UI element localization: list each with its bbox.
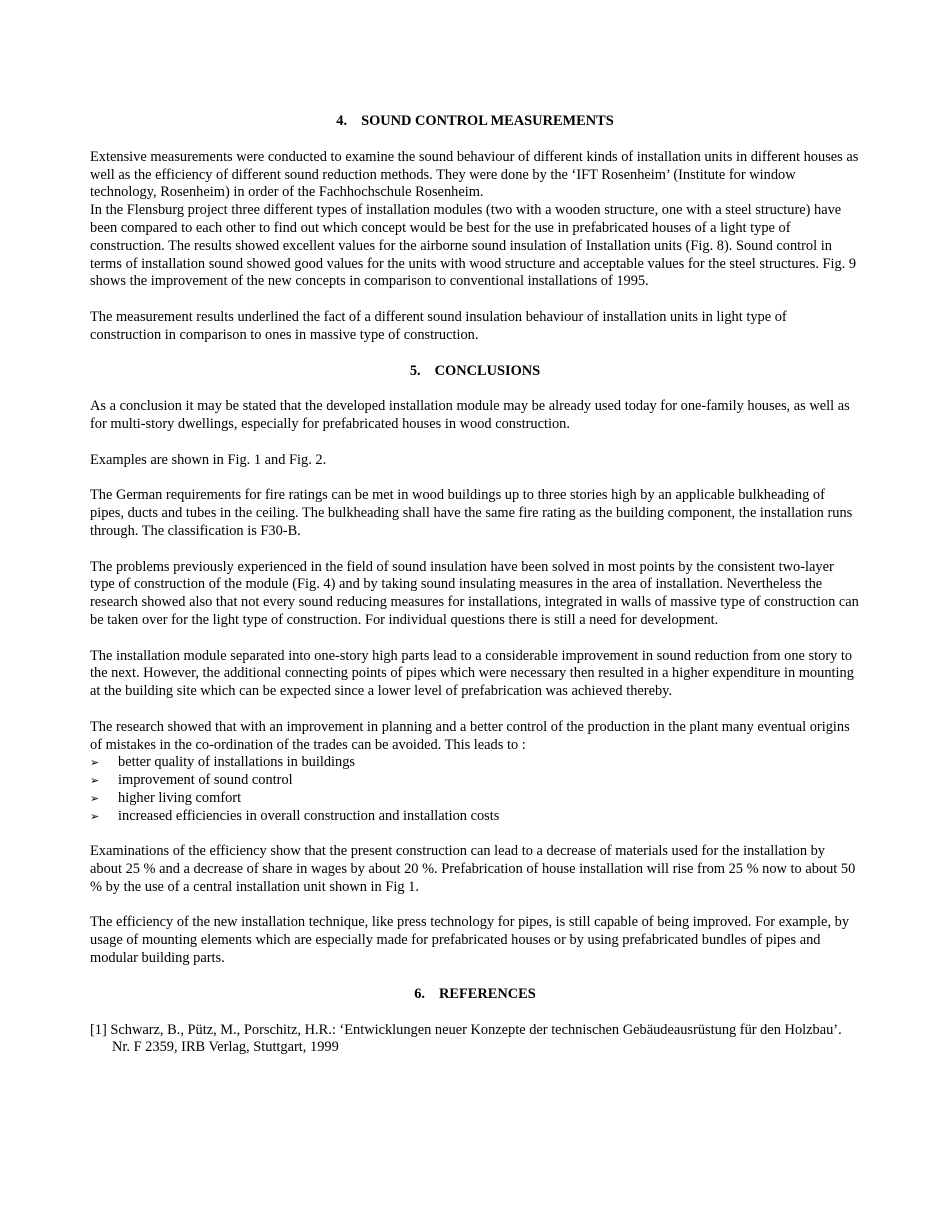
- list-item: [90, 790, 860, 808]
- list-item: [90, 754, 860, 772]
- section-number: 5.: [409, 362, 421, 379]
- paragraph: The efficiency of the new installation technique, like press technology for pipes, is still capable of being improved. For example, by usage of mounting elements which are especially made for prefabricated houses or by using prefabricated bundles of pipes and modular building parts.: [90, 914, 850, 967]
- section-title: SOUND CONTROL MEASUREMENTS: [361, 113, 614, 129]
- paragraph: Examinations of the efficiency show that the present construction can lead to a decrease of materials used for the installation by about 25 % and a decrease of share in wages by about 20 %. Prefabrication of house installation will rise from 25 % now to about 50 % by the use of a central installation unit shown in Fig 1.: [90, 843, 856, 895]
- section-heading-references: [90, 986, 860, 1004]
- section-heading-sound-control: [90, 113, 860, 131]
- list-item: [90, 808, 860, 826]
- paragraph: The measurement results underlined the fact of a different sound insulation behaviour of installation units in light type of construction in comparison to ones in massive type of construction.: [90, 308, 787, 343]
- paragraph: In the Flensburg project three different types of installation modules (two with a wooden structure, one with a steel structure) have been compared to each other to find out which concept would be best for the use in prefabricated houses of a light type of construction. The results showed excellent values for the airborne sound insulation of Installation units (Fig. 8). Sound control in terms of installation sound showed good values for the units with wood structure and acceptable values for the steel structures. Fig. 9 shows the improvement of the new concepts in comparison to conventional installations of 1995.: [90, 202, 857, 290]
- list-item-text: increased efficiencies in overall construction and installation costs: [118, 807, 500, 824]
- section-title: CONCLUSIONS: [434, 362, 541, 379]
- arrowhead-bullet-icon: ➢: [90, 791, 100, 805]
- section-title: REFERENCES: [439, 985, 536, 1002]
- arrowhead-bullet-icon: ➢: [90, 774, 100, 788]
- list-item-text: higher living comfort: [118, 789, 242, 806]
- list-item-text: improvement of sound control: [118, 772, 293, 789]
- arrowhead-bullet-icon: ➢: [90, 756, 100, 770]
- reference-entry: [1] Schwarz, B., Pütz, M., Porschitz, H.R.: ‘Entwicklungen neuer Konzepte der technischen Gebäudeausrüstung für den Holzbau’. Nr. F 2359, IRB Verlag, Stuttgart, 1999: [90, 1021, 842, 1056]
- paragraph: Examples are shown in Fig. 1 and Fig. 2.: [90, 451, 327, 468]
- list-item-text: better quality of installations in buildings: [118, 754, 356, 771]
- paragraph: The German requirements for fire ratings can be met in wood buildings up to three stories high by an applicable bulkheading of pipes, ducts and tubes in the ceiling. The bulkheading shall have the same fire rating as the building component, the installation runs through. The classification is F30-B.: [90, 487, 853, 539]
- paragraph: The problems previously experienced in the field of sound insulation have been solved in most points by the consistent two-layer type of construction of the module (Fig. 4) and by taking sound insulating measures in the area of installation. Nevertheless the research showed also that not every sound reducing measures for installations, integrated in walls of massive type of construction can be taken over for the light type of construction. For individual questions there is still a need for development.: [90, 558, 859, 628]
- paragraph: The installation module separated into one-story high parts lead to a considerable improvement in sound reduction from one story to the next. However, the additional connecting points of pipes which were necessary then resulted in a higher expenditure in mounting at the building site which can be expected since a lower level of prefabrication was achieved thereby.: [90, 647, 854, 700]
- list-item: [90, 772, 860, 790]
- paragraph: The research showed that with an improvement in planning and a better control of the production in the plant many eventual origins of mistakes in the co-ordination of the trades can be avoided. This leads to :: [90, 718, 850, 753]
- arrowhead-bullet-icon: ➢: [90, 809, 100, 823]
- paragraph: As a conclusion it may be stated that the developed installation module may be already used today for one-family houses, as well as for multi-story dwellings, especially for prefabricated houses in wood construction.: [90, 398, 850, 433]
- document-page: [90, 113, 860, 1057]
- section-heading-conclusions: [90, 363, 860, 381]
- section-number: 4.: [336, 113, 348, 129]
- paragraph: Extensive measurements were conducted to examine the sound behaviour of different kinds of installation units in different houses as well as the efficiency of different sound reduction methods. They were done by the ‘IFT Rosenheim’ (Institute for window technology, Rosenheim) in order of the Fachhochschule Rosenheim.: [90, 148, 859, 201]
- section-number: 6.: [414, 985, 426, 1002]
- bullet-list: [90, 754, 860, 825]
